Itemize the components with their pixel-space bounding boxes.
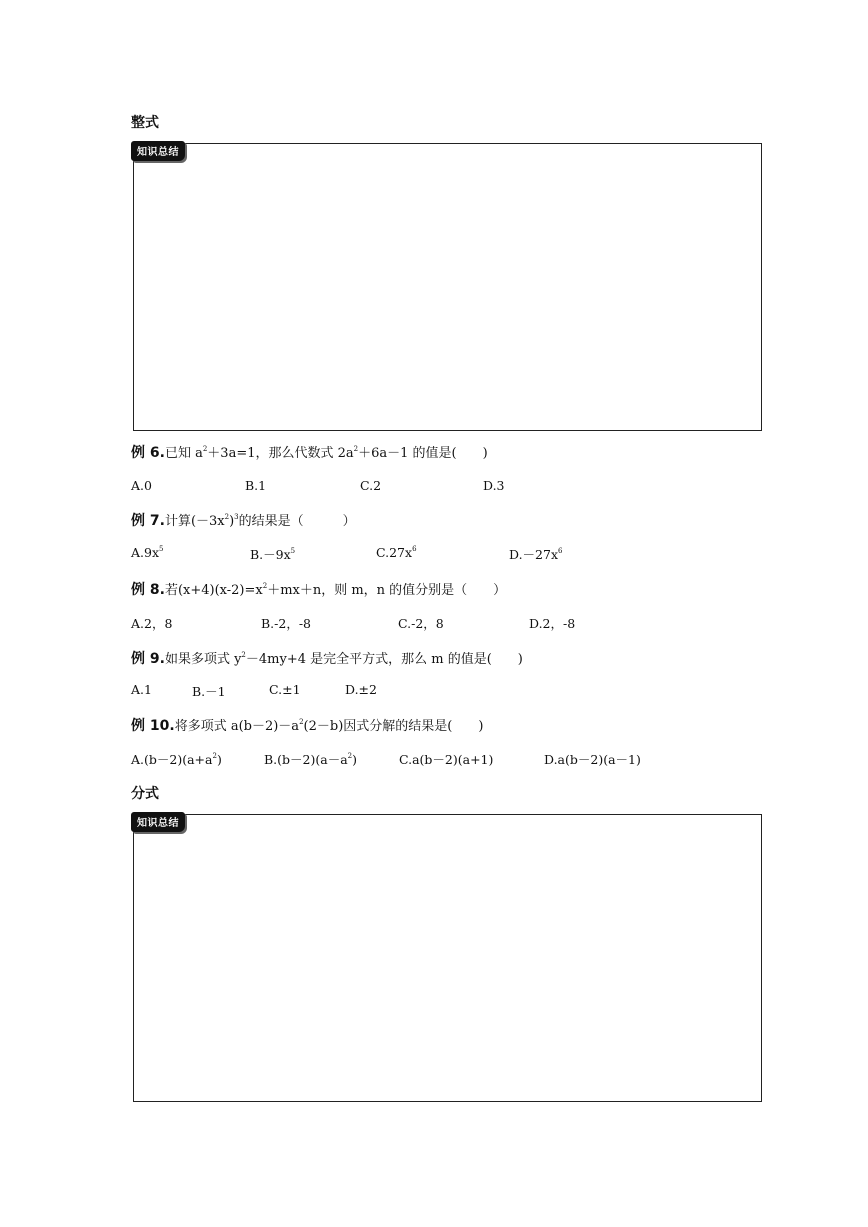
option-b: B.－1 (192, 684, 226, 699)
question-7 (131, 510, 356, 530)
question-stem: 若(x+4)(x-2)=x (164, 583, 263, 598)
option-a: $A.9x^5$ (131, 545, 164, 560)
section-title-zhengshi: 整式 (131, 115, 159, 131)
option-d: $D.-27x^6$ (509, 547, 563, 562)
option-a: A.1 (131, 682, 152, 697)
option-d: D.±2 (345, 682, 377, 697)
knowledge-summary-box-2 (133, 814, 762, 1102)
question-stem: 已知 a (164, 446, 203, 461)
option-a: A.2，8 (131, 616, 173, 631)
knowledge-summary-badge: 知识总结 (131, 141, 185, 161)
question-10 (131, 715, 483, 735)
knowledge-summary-box-1 (133, 143, 762, 431)
option-a: A.0 (131, 478, 152, 493)
question-label: 例 10. (131, 718, 175, 734)
question-stem: 的结果是（ ） (238, 514, 356, 529)
exponent: 2 (262, 582, 268, 590)
question-6 (131, 442, 488, 462)
question-stem: (2－b)因式分解的结果是( ) (303, 719, 484, 734)
exponent: 2 (299, 718, 304, 726)
question-label: 例 8. (131, 582, 165, 598)
section-title-fenshi: 分式 (131, 786, 159, 802)
option-c: C.a(b－2)(a+1) (399, 752, 494, 767)
question-9 (131, 648, 523, 668)
option-d: D.2，-8 (529, 616, 576, 631)
question-8 (131, 579, 506, 599)
question-stem: ＋6a－1 的值是( ) (358, 446, 488, 461)
option-b: B.1 (245, 478, 267, 493)
option-c: C.-2，8 (398, 616, 444, 631)
question-stem: ) (229, 514, 235, 529)
question-stem: ＋3a=1，那么代数式 2a (207, 446, 354, 461)
option-c: C.±1 (269, 682, 301, 697)
knowledge-summary-badge: 知识总结 (131, 812, 185, 832)
exponent: 2 (202, 445, 208, 453)
question-stem: 将多项式 a(b－2)－a (174, 719, 300, 734)
option-d: D.3 (483, 478, 505, 493)
question-label: 例 7. (131, 513, 165, 529)
option-b: $B.-9x^5$ (250, 547, 296, 562)
option-c: C.2 (360, 478, 382, 493)
exponent: 2 (224, 513, 230, 521)
question-stem: 如果多项式 y (164, 652, 242, 667)
question-stem: －4my+4 是完全平方式，那么 m 的值是( ) (245, 652, 523, 667)
option-d: D.a(b－2)(a－1) (544, 752, 641, 767)
question-stem: ＋mx＋n，则 m，n 的值分别是（ ） (267, 583, 507, 598)
option-a: $A.(b-2)(a+a^2)$ (131, 752, 222, 767)
exponent: 3 (234, 513, 239, 521)
question-label: 例 9. (131, 651, 165, 667)
question-stem: 计算(－3x (164, 514, 225, 529)
option-c: $C.27x^6$ (376, 545, 417, 560)
exponent: 2 (353, 445, 359, 453)
option-b: $B.(b-2)(a-a^2)$ (264, 752, 358, 767)
question-label: 例 6. (131, 445, 165, 461)
option-b: B.-2，-8 (261, 616, 312, 631)
exponent: 2 (241, 651, 246, 659)
